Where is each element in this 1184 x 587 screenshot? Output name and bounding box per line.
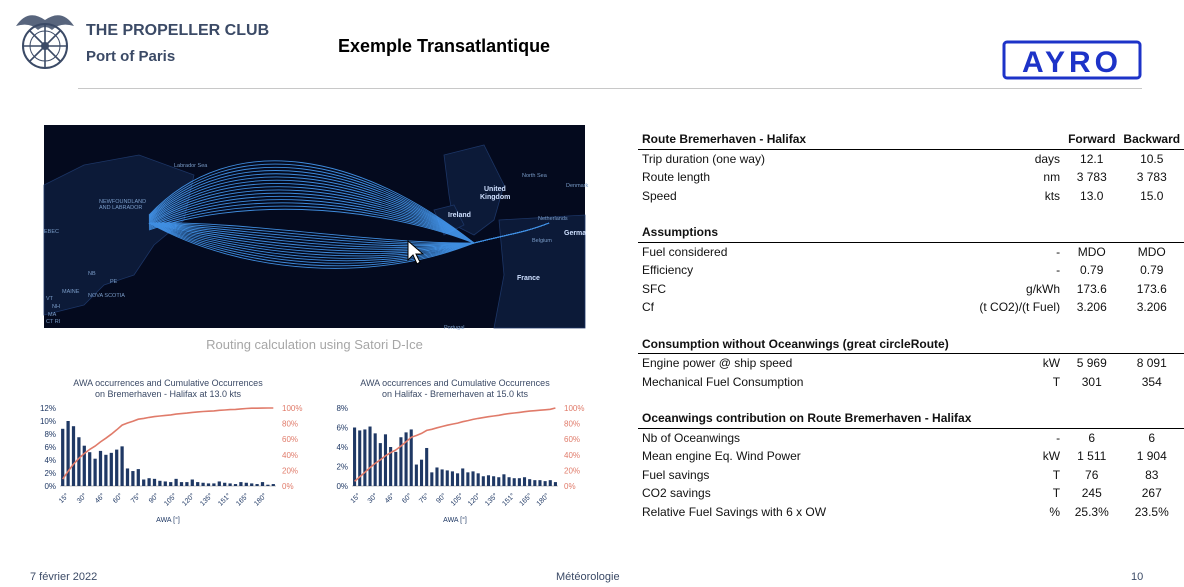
awa-bar <box>482 476 485 486</box>
row-label: Efficiency <box>642 263 694 278</box>
awa-bar <box>272 484 275 486</box>
table-section-header <box>638 409 1184 428</box>
awa-bar <box>131 471 134 486</box>
awa-bar <box>425 448 428 486</box>
awa-bar <box>533 480 536 486</box>
table-spacer <box>638 317 1184 335</box>
table-row <box>638 280 1184 299</box>
x-axis-label: AWA [°] <box>156 517 180 524</box>
table-row <box>638 149 1184 168</box>
awa-bar <box>430 472 433 486</box>
x-tick-label: 46° <box>93 492 107 505</box>
column-header-forward <box>1064 223 1119 242</box>
awa-bar <box>115 450 118 486</box>
column-header-backward: Backward <box>1119 130 1184 149</box>
row-label: Relative Fuel Savings with 6 x OW <box>642 504 827 519</box>
footer-date: 7 février 2022 <box>30 571 98 583</box>
column-header-forward <box>1064 335 1119 354</box>
x-tick-label: 90° <box>147 492 161 505</box>
awa-bar <box>147 478 150 486</box>
table-row <box>638 428 1184 447</box>
footer-page-number: 10 <box>1131 571 1144 583</box>
row-unit: nm <box>1043 170 1061 185</box>
row-backward-value: 3.206 <box>1136 300 1167 315</box>
awa-bar <box>477 473 480 486</box>
awa-bar <box>66 421 69 486</box>
header-divider <box>78 88 1142 89</box>
row-backward-value: 3 783 <box>1136 170 1167 185</box>
y-tick-label: 4% <box>336 443 348 452</box>
map-label-nova-scotia: NOVA SCOTIA <box>88 293 125 299</box>
awa-bar <box>201 483 204 486</box>
y2-tick-label: 40% <box>282 450 299 460</box>
map-label-germany: Germa <box>564 230 587 237</box>
awa-bar <box>164 481 167 486</box>
awa-bar <box>196 482 199 486</box>
y-tick-label: 8% <box>44 430 56 439</box>
y-tick-label: 10% <box>39 417 56 426</box>
row-unit: kW <box>1042 356 1061 371</box>
y2-tick-label: 20% <box>564 466 581 476</box>
awa-bar <box>353 428 356 487</box>
route-data-table <box>638 130 1184 521</box>
awa-chart-backward <box>318 375 598 535</box>
awa-bar <box>363 429 366 486</box>
x-tick-label: 105° <box>163 492 179 508</box>
map-label-quebec: EBEC <box>44 229 59 235</box>
routing-map <box>44 125 589 331</box>
club-port: Port of Paris <box>86 48 176 65</box>
row-forward-value: 245 <box>1081 486 1102 501</box>
awa-bar <box>379 443 382 486</box>
awa-bar <box>394 452 397 486</box>
awa-bar <box>88 452 91 486</box>
row-unit: (t CO2)/(t Fuel) <box>979 300 1061 315</box>
row-backward-value: MDO <box>1137 244 1166 259</box>
map-label-united: United <box>484 186 506 193</box>
row-unit: T <box>1052 467 1061 482</box>
awa-bar <box>228 483 231 486</box>
row-label: CO2 savings <box>642 486 711 501</box>
section-title: Route Bremerhaven - Halifax <box>638 130 975 149</box>
map-label-france: France <box>517 275 540 282</box>
awa-bar <box>137 469 140 486</box>
awa-bar <box>110 453 113 486</box>
y-tick-label: 12% <box>39 404 56 413</box>
map-label-portugal: Portugal <box>444 325 465 331</box>
map-label-ma: MA <box>48 312 57 318</box>
awa-bar <box>492 476 495 486</box>
row-forward-value: 13.0 <box>1080 188 1104 203</box>
row-label: Mean engine Eq. Wind Power <box>642 449 801 464</box>
table-spacer <box>638 391 1184 409</box>
row-unit: days <box>1034 151 1061 166</box>
awa-bar <box>441 469 444 486</box>
row-unit: - <box>1056 430 1061 445</box>
map-label-kingdom: Kingdom <box>480 194 511 201</box>
x-tick-label: 60° <box>111 492 125 505</box>
row-unit: - <box>1056 263 1061 278</box>
awa-bar <box>508 477 511 486</box>
row-backward-value: 354 <box>1141 374 1162 389</box>
y2-tick-label: 0% <box>282 482 294 491</box>
table-row <box>638 168 1184 187</box>
awa-bar <box>451 471 454 486</box>
map-caption: Routing calculation using Satori D-Ice <box>206 337 423 352</box>
y2-tick-label: 60% <box>282 435 299 445</box>
row-unit: T <box>1052 374 1061 389</box>
row-unit: kts <box>1044 188 1061 203</box>
map-label-labrador-sea: Labrador Sea <box>174 163 208 169</box>
row-label: Fuel savings <box>642 467 710 482</box>
row-forward-value: 5 969 <box>1076 356 1107 371</box>
awa-bar <box>368 427 371 486</box>
map-label-ireland: Ireland <box>448 212 471 219</box>
y2-tick-label: 100% <box>564 404 585 413</box>
awa-bar <box>126 468 129 486</box>
row-backward-value: 10.5 <box>1140 151 1164 166</box>
awa-bar <box>528 479 531 486</box>
map-label-denmark: Denmark <box>566 183 589 189</box>
row-unit: % <box>1049 504 1061 519</box>
ayro-logo <box>1002 38 1142 82</box>
x-tick-label: 30° <box>366 492 380 505</box>
y-tick-label: 0% <box>44 482 56 491</box>
chart-title-line2: on Bremerhaven - Halifax at 13.0 kts <box>94 389 242 399</box>
awa-bar <box>487 475 490 486</box>
row-forward-value: 3.206 <box>1076 300 1107 315</box>
table-row <box>638 466 1184 485</box>
awa-bar <box>554 482 557 486</box>
x-tick-label: 105° <box>449 492 465 508</box>
footer-topic: Météorologie <box>556 571 620 583</box>
propeller-club-emblem <box>8 4 82 78</box>
awa-bar <box>544 481 547 486</box>
table-row <box>638 503 1184 522</box>
slide-title: Exemple Transatlantique <box>338 36 551 56</box>
awa-bar <box>518 478 521 486</box>
awa-bar <box>245 483 248 486</box>
awa-bar <box>207 483 210 486</box>
column-header-forward: Forward <box>1064 130 1119 149</box>
map-label-north-sea: North Sea <box>522 173 547 179</box>
awa-bar <box>191 480 194 487</box>
x-tick-label: 30° <box>75 492 89 505</box>
section-title: Oceanwings contribution on Route Bremerhaven - Halifax <box>638 409 975 428</box>
row-forward-value: 76 <box>1085 467 1099 482</box>
x-tick-label: 180° <box>253 492 269 508</box>
row-label: Cf <box>642 300 654 315</box>
table-row <box>638 447 1184 466</box>
awa-bar <box>142 480 145 487</box>
row-backward-value: 23.5% <box>1134 504 1169 519</box>
y2-tick-label: 80% <box>282 419 299 429</box>
awa-bar <box>77 437 80 486</box>
x-tick-label: 135° <box>484 492 500 508</box>
awa-bar <box>180 482 183 486</box>
column-header-backward <box>1119 409 1184 428</box>
row-backward-value: 173.6 <box>1136 281 1167 296</box>
y-tick-label: 0% <box>336 482 348 491</box>
row-label: Fuel considered <box>642 244 728 259</box>
table-section-header <box>638 335 1184 354</box>
awa-bar <box>538 480 541 486</box>
awa-bar <box>255 484 258 486</box>
mouse-cursor-icon <box>407 240 425 266</box>
x-tick-label: 15° <box>349 492 362 505</box>
row-label: Route length <box>642 170 711 185</box>
table-row <box>638 373 1184 392</box>
x-tick-label: 60° <box>401 492 414 505</box>
y2-tick-label: 20% <box>282 466 299 476</box>
routing-map-canvas <box>44 125 589 331</box>
map-label-maine: MAINE <box>62 289 80 295</box>
awa-bar <box>466 472 469 486</box>
table-row <box>638 242 1184 261</box>
awa-bar <box>384 434 387 486</box>
awa-bar <box>174 479 177 486</box>
awa-bar <box>456 473 459 486</box>
y2-tick-label: 80% <box>564 419 581 429</box>
column-header-forward <box>1064 409 1119 428</box>
row-forward-value: 25.3% <box>1074 504 1109 519</box>
row-backward-value: 267 <box>1141 486 1162 501</box>
awa-bar <box>212 483 215 486</box>
table-spacer <box>638 205 1184 223</box>
row-forward-value: 6 <box>1088 430 1096 445</box>
y-tick-label: 6% <box>336 423 348 433</box>
x-tick-label: 135° <box>199 492 215 508</box>
column-header-backward <box>1119 223 1184 242</box>
y-tick-label: 8% <box>336 404 348 413</box>
awa-bar <box>420 460 423 486</box>
row-unit: T <box>1052 486 1061 501</box>
awa-bar <box>250 483 253 486</box>
table-row <box>638 298 1184 317</box>
y2-tick-label: 60% <box>564 435 581 445</box>
row-backward-value: 83 <box>1145 467 1159 482</box>
row-label: SFC <box>642 281 666 296</box>
row-backward-value: 15.0 <box>1140 188 1164 203</box>
awa-bar <box>120 446 123 486</box>
row-forward-value: MDO <box>1077 244 1106 259</box>
awa-bar <box>239 482 242 486</box>
table-section-header <box>638 130 1184 149</box>
section-title: Assumptions <box>638 223 975 242</box>
row-label: Nb of Oceanwings <box>642 430 741 445</box>
table-row <box>638 484 1184 503</box>
awa-bar <box>153 479 156 486</box>
awa-bar <box>513 478 516 486</box>
row-unit: kW <box>1042 449 1061 464</box>
row-unit: g/kWh <box>1026 281 1061 296</box>
row-label: Engine power @ ship speed <box>642 356 793 371</box>
chart-title-line1: AWA occurrences and Cumulative Occurrences <box>73 378 263 388</box>
section-unit-header <box>975 130 1064 149</box>
table-row <box>638 354 1184 373</box>
x-tick-label: 75° <box>129 492 143 505</box>
map-label-netherlands: Netherlands <box>538 216 568 222</box>
section-title: Consumption without Oceanwings (great circleRoute) <box>638 335 975 354</box>
x-tick-label: 165° <box>518 492 534 508</box>
row-label: Mechanical Fuel Consumption <box>642 374 804 389</box>
y-tick-label: 6% <box>44 443 56 452</box>
y-tick-label: 4% <box>44 456 56 465</box>
section-unit-header <box>975 409 1064 428</box>
awa-bar <box>261 482 264 486</box>
awa-bar <box>185 482 188 486</box>
awa-bar <box>104 455 107 486</box>
awa-bar <box>93 459 96 486</box>
chart-title-line1: AWA occurrences and Cumulative Occurrences <box>360 378 550 388</box>
awa-bar <box>549 480 552 486</box>
chart-title-line2: on Halifax - Bremerhaven at 15.0 kts <box>381 389 529 399</box>
x-tick-label: 90° <box>435 492 448 505</box>
row-backward-value: 0.79 <box>1140 263 1164 278</box>
club-name: THE PROPELLER CLUB <box>86 22 270 39</box>
map-label-nh: NH <box>52 304 60 310</box>
awa-bar <box>223 483 226 486</box>
row-forward-value: 1 511 <box>1077 449 1107 464</box>
awa-bar <box>218 481 221 486</box>
awa-bar <box>266 485 269 486</box>
awa-bar <box>461 468 464 486</box>
x-tick-label: 75° <box>418 492 431 505</box>
x-tick-label: 151° <box>501 492 517 508</box>
row-label: Trip duration (one way) <box>642 151 765 166</box>
x-tick-label: 46° <box>383 492 397 505</box>
y-tick-label: 2% <box>336 462 348 472</box>
row-unit: - <box>1056 244 1061 259</box>
awa-bar <box>502 474 505 486</box>
table-section-header <box>638 223 1184 242</box>
column-header-backward <box>1119 335 1184 354</box>
section-unit-header <box>975 335 1064 354</box>
y-tick-label: 2% <box>44 469 56 478</box>
y2-tick-label: 100% <box>282 404 303 413</box>
awa-bar <box>446 470 449 486</box>
map-label-vt: VT <box>46 296 54 302</box>
row-backward-value: 8 091 <box>1136 356 1167 371</box>
row-label: Speed <box>642 188 677 203</box>
x-tick-label: 120° <box>181 492 197 508</box>
map-label-newfoundland: NEWFOUNDLAND <box>99 199 147 205</box>
awa-bar <box>99 451 102 486</box>
row-forward-value: 3 783 <box>1076 170 1107 185</box>
map-label-and-labrador: AND LABRADOR <box>99 205 143 211</box>
table-row <box>638 187 1184 206</box>
awa-bar <box>158 481 161 486</box>
row-forward-value: 173.6 <box>1076 281 1107 296</box>
awa-chart-forward <box>26 375 316 535</box>
map-label-ct-ri: CT RI <box>46 319 61 325</box>
awa-bar <box>169 482 172 486</box>
ayro-logo-text: AYRO <box>1022 46 1122 79</box>
awa-bar <box>497 477 500 486</box>
row-backward-value: 1 904 <box>1136 449 1167 464</box>
table-row <box>638 261 1184 280</box>
awa-bar <box>72 426 75 486</box>
map-label-pe: PE <box>110 279 118 285</box>
awa-bar <box>234 484 237 486</box>
row-forward-value: 301 <box>1081 374 1102 389</box>
row-backward-value: 6 <box>1148 430 1156 445</box>
awa-bar <box>435 467 438 486</box>
row-forward-value: 0.79 <box>1080 263 1104 278</box>
awa-bar <box>523 477 526 486</box>
y2-tick-label: 40% <box>564 450 581 460</box>
x-axis-label: AWA [°] <box>443 517 467 524</box>
map-label-belgium: Belgium <box>532 238 552 244</box>
x-tick-label: 165° <box>235 492 251 508</box>
x-tick-label: 120° <box>466 492 483 508</box>
x-tick-label: 180° <box>535 492 551 508</box>
row-forward-value: 12.1 <box>1080 151 1104 166</box>
map-label-nb: NB <box>88 271 96 277</box>
section-unit-header <box>975 223 1064 242</box>
y2-tick-label: 0% <box>564 482 576 491</box>
x-tick-label: 151° <box>217 492 233 508</box>
awa-bar <box>471 471 474 486</box>
x-tick-label: 15° <box>57 492 71 505</box>
awa-bar <box>374 433 377 486</box>
awa-bar <box>415 465 418 486</box>
